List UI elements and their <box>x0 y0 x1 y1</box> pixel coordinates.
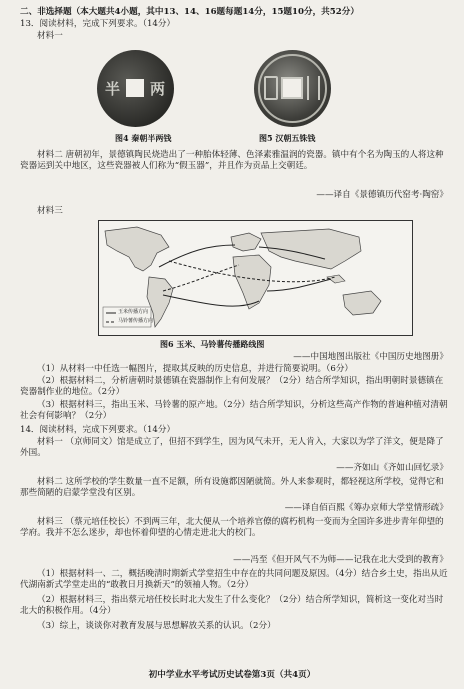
q13-sub2: （2）根据材料二，分析唐朝时景德镇在瓷器制作上有何发展？（2分）结合所学知识，指出明朝时景德镇在瓷器制作业的地位。（2分） <box>20 376 444 397</box>
q14-sub1: （1）根据材料一、二，概括晚清时期新式学堂招生中存在的共同问题及原因。（4分）结合乡土史，指出从近代湖南新式学堂走出的“敢教日月换新天”的领袖人物。（2分） <box>20 569 448 590</box>
q13-sub3: （3）根据材料三，指出玉米、马铃薯的原产地。（2分）结合所学知识，分析这些高产作物的普遍种植对清朝社会有何影响？（2分） <box>20 400 448 421</box>
q14-sub2: （2）根据材料三，指出蔡元培任校长时北大发生了什么变化？（2分）结合所学知识，简析这一变化对当时北大的积极作用。（4分） <box>20 595 444 616</box>
coin-glyph-liang: 两 <box>150 80 166 98</box>
coin-glyph-ban: 半 <box>105 80 121 98</box>
q14-material2-source: ——译自佰百熙《筹办京师大学堂情形疏》 <box>284 503 448 513</box>
q13-material2: 材料二 唐朝初年，景德镇陶民烧造出了一种胎体轻薄、色泽素雅温润的瓷器。镇中有个名为陶玉的人将这种瓷器运到关中地区，这些瓷器被人们称为“假玉器”，并且作为贡品上交朝廷。 <box>20 150 444 171</box>
q14-material2: 材料二 这所学校的学生数量一直不足额，所有设施都因陋就简。外人来参观时，都轻视这所学校，觉得它和那些简陋的启蒙学堂没有区别。 <box>20 477 444 498</box>
fig5-caption: 图5 汉朝五铢钱 <box>259 133 316 143</box>
q14-material3-source: ——冯至《但开风气不为师——记我在北大受到的教育》 <box>233 555 448 565</box>
q14-sub3: （3）综上，谈谈你对教育发展与思想解放关系的认识。（2分） <box>37 621 276 631</box>
crop-spread-map-image <box>98 220 413 336</box>
q13-material2-source: ——译自《景德镇历代窑考·陶窑》 <box>316 190 448 200</box>
fig6-source: ——中国地图出版社《中国历史地图册》 <box>293 352 448 362</box>
q13-stem: 13．阅读材料，完成下列要求。（14分） <box>20 19 176 29</box>
route-corn-europe <box>159 245 235 267</box>
q13-material1-label: 材料一 <box>37 31 63 41</box>
legend-corn: 玉米传播方向 <box>118 309 149 315</box>
q13-material3-label: 材料三 <box>37 206 63 216</box>
q14-material1-source: ——齐如山《齐如山回忆录》 <box>336 463 448 473</box>
q14-material3: 材料三 （蔡元培任校长）不到两三年，北大便从一个培养官僚的腐朽机构一变而为全国许多进步青年仰望的学府。我并不怎么迷步，却也怀着仰望的心情走进北大的校门。 <box>20 517 444 538</box>
page-footer: 初中学业水平考试历史试卷第3页（共4页） <box>148 670 316 680</box>
q14-stem: 14．阅读材料，完成下列要求。（14分） <box>20 425 176 435</box>
q13-sub1: （1）从材料一中任选一幅图片，提取其反映的历史信息，并进行简要说明。（6分） <box>37 364 354 374</box>
q14-material1: 材料一 （京师同文）馆是成立了，但招不到学生，因为风气未开，无人肯入，大家以为学了洋文，便是降了外国。 <box>20 437 444 458</box>
route-corn-indian-ocean <box>267 279 331 291</box>
qin-banliang-coin-image <box>97 50 174 127</box>
section-title: 二、非选择题（本大题共4小题，其中13、14、16题每题14分，15题10分，共52分） <box>20 7 359 17</box>
fig4-caption: 图4 秦朝半两钱 <box>115 133 172 143</box>
legend-potato: 马铃薯传播方向 <box>118 318 154 324</box>
han-wuzhu-coin-image <box>254 50 331 127</box>
fig6-caption: 图6 玉米、马铃薯传播路线图 <box>160 339 265 349</box>
